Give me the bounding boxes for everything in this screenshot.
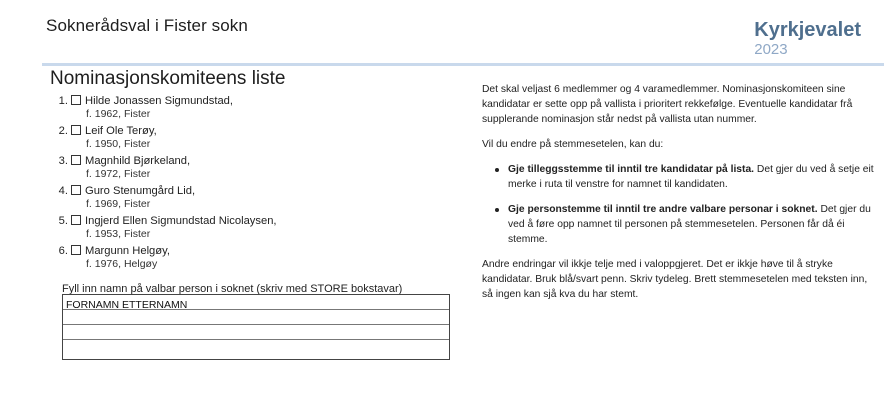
write-in-label: Fyll inn namn på valbar person i soknet (skriv med STORE bokstavar) xyxy=(62,283,403,295)
write-in-row xyxy=(63,340,449,355)
instruction-bullet xyxy=(482,162,877,192)
instructions-change-prompt: Vil du endre på stemmesetelen, kan du: xyxy=(482,139,664,150)
instruction-bullet-text: Det gjer du ved å føre opp namnet til personen på stemmesetelen. Personen får då éi stemme. xyxy=(508,204,871,245)
candidate-details: f. 1976, Helgøy xyxy=(86,258,158,270)
candidate-item xyxy=(56,244,436,274)
instructions-intro: Det skal veljast 6 medlemmer og 4 varamedlemmer. Nominasjonskomiteen sine kandidatar er sette opp på vallista i prioritert rekkefølge. Eventuelle kandidatar frå supplerande nominasjon står nedst på vallista utan nummer. xyxy=(482,84,853,125)
candidate-list xyxy=(56,94,436,274)
vote-checkbox[interactable] xyxy=(71,95,81,105)
candidate-name: Hilde Jonassen Sigmundstad, xyxy=(85,95,234,107)
candidate-details: f. 1969, Fister xyxy=(86,198,151,210)
candidate-number: 3. xyxy=(58,155,68,167)
candidate-item xyxy=(56,154,436,184)
instructions-closing: Andre endringar vil ikkje telje med i valoppgjeret. Det er ikkje høve til å stryke kandidatar. Bruk blå/svart penn. Skriv tydeleg. Brett stemmesetelen med teksten inn, så ingen kan sjå kva du har stemt. xyxy=(482,259,868,300)
vote-checkbox[interactable] xyxy=(71,215,81,225)
brand-name: Kyrkjevalet xyxy=(754,19,861,41)
candidate-item xyxy=(56,124,436,154)
instructions-bullets xyxy=(482,162,877,247)
candidate-details: f. 1972, Fister xyxy=(86,168,151,180)
candidate-number: 1. xyxy=(58,95,68,107)
brand-year: 2023 xyxy=(754,41,788,58)
candidate-details: f. 1953, Fister xyxy=(86,228,151,240)
brand-logo xyxy=(754,20,861,57)
page-title: Soknerådsval i Fister sokn xyxy=(46,16,248,35)
write-in-row xyxy=(63,325,449,340)
candidate-details: f. 1950, Fister xyxy=(86,138,151,150)
vote-checkbox[interactable] xyxy=(71,245,81,255)
write-in-row xyxy=(63,310,449,325)
candidate-name: Leif Ole Terøy, xyxy=(85,125,157,137)
write-in-input[interactable] xyxy=(63,343,449,357)
candidate-number: 5. xyxy=(58,215,68,227)
vote-checkbox[interactable] xyxy=(71,155,81,165)
list-heading: Nominasjonskomiteens liste xyxy=(50,68,286,89)
vote-checkbox[interactable] xyxy=(71,125,81,135)
candidate-number: 2. xyxy=(58,125,68,137)
candidate-number: 4. xyxy=(58,185,68,197)
write-in-table xyxy=(62,294,450,360)
instruction-bullet-bold: Gje personstemme til inntil tre andre valbare personar i soknet. xyxy=(508,204,818,215)
candidate-item xyxy=(56,214,436,244)
candidate-name: Margunn Helgøy, xyxy=(85,245,170,257)
candidate-item xyxy=(56,94,436,124)
candidate-item xyxy=(56,184,436,214)
candidate-name: Ingjerd Ellen Sigmundstad Nicolaysen, xyxy=(85,215,277,227)
instruction-bullet-bold: Gje tilleggsstemme til inntil tre kandidatar på lista. xyxy=(508,164,755,175)
header-divider xyxy=(42,63,884,66)
instruction-bullet-text: Det gjer du ved å setje eit merke i ruta til venstre for namnet til kandidaten. xyxy=(508,164,874,190)
candidate-number: 6. xyxy=(58,245,68,257)
candidate-name: Guro Stenumgård Lid, xyxy=(85,185,196,197)
vote-checkbox[interactable] xyxy=(71,185,81,195)
candidate-name: Magnhild Bjørkeland, xyxy=(85,155,191,167)
instructions-column xyxy=(482,82,877,312)
instruction-bullet xyxy=(482,202,877,247)
write-in-row xyxy=(63,295,449,310)
candidate-details: f. 1962, Fister xyxy=(86,108,151,120)
